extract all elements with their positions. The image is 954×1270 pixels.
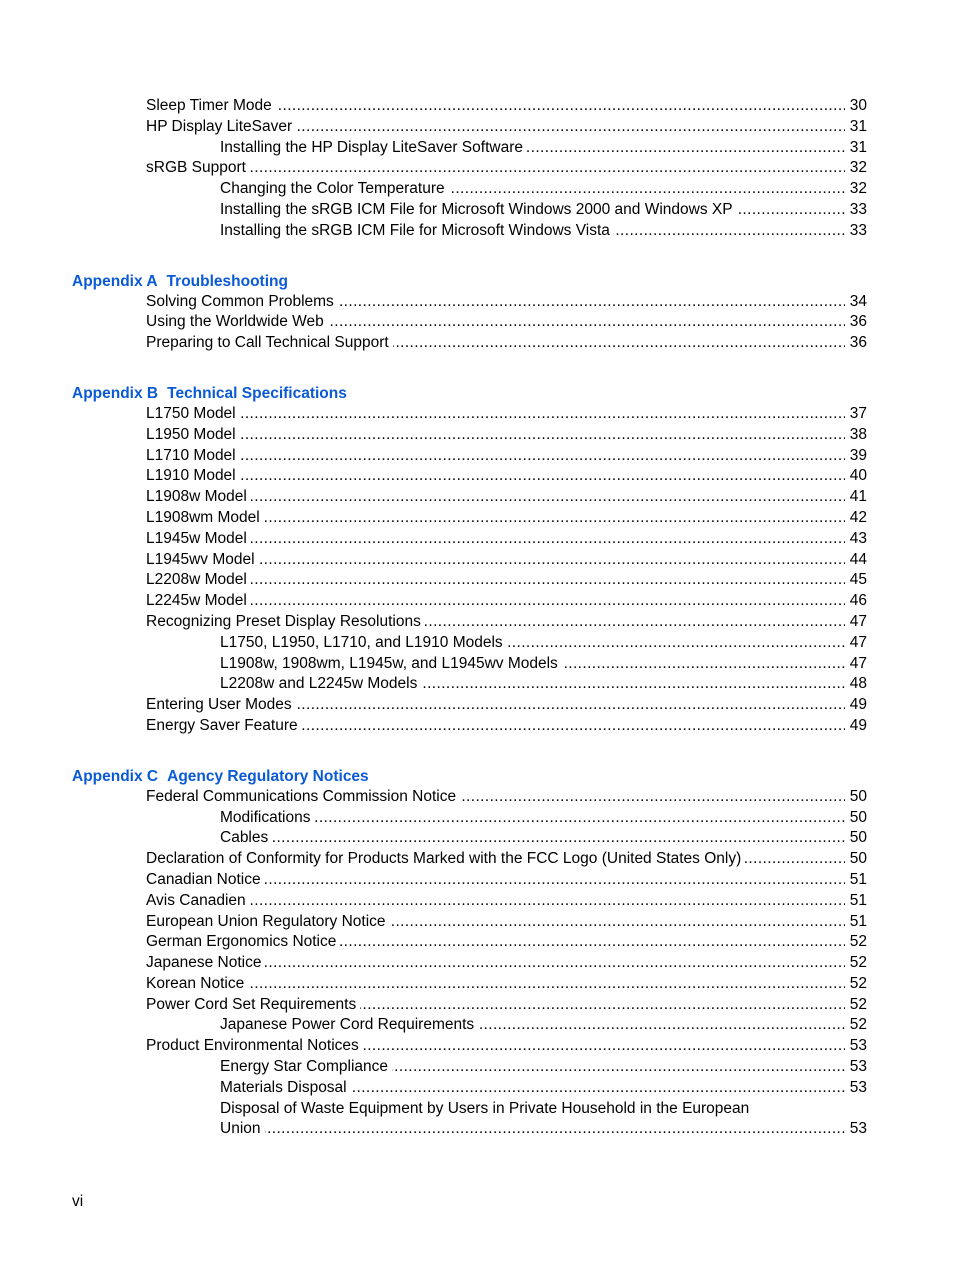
toc-entry[interactable] [146,974,867,995]
toc-entry-title: Installing the sRGB ICM File for Microsoft Windows Vista [220,222,614,239]
toc-entry-title: Using the Worldwide Web [146,313,328,330]
toc-entry-title: Avis Canadien [146,892,250,909]
toc-entry-title: Recognizing Preset Display Resolutions [146,613,425,630]
section-heading-prefix: Appendix B [72,384,159,402]
toc-entry[interactable] [146,849,867,870]
toc-entry[interactable] [146,995,867,1016]
toc-entry[interactable] [146,695,867,716]
toc-entry-title: L1750 Model [146,405,240,422]
toc-entry-page-number: 40 [846,466,867,487]
toc-entry-title: L1908w, 1908wm, L1945w, and L1945wv Models [220,655,562,672]
toc-entry-page-number: 51 [846,870,867,891]
section-gap [0,354,954,383]
toc-entry-title: Federal Communications Commission Notice [146,788,460,805]
dot-leader [220,1119,845,1140]
dot-leader [220,828,845,849]
toc-entry-page-number: 34 [846,292,867,313]
toc-entry[interactable] [146,96,867,117]
toc-entry[interactable] [146,333,867,354]
toc-entry[interactable] [220,179,867,200]
toc-entry-page-number: 38 [846,425,867,446]
toc-entry[interactable] [146,550,867,571]
toc-entry-page-number: 50 [846,808,867,829]
toc-entry-page-number: 43 [846,529,867,550]
toc-entry-page-number: 52 [846,953,867,974]
toc-section-heading[interactable] [72,271,867,292]
dot-leader [146,404,845,425]
toc-entry-title: Declaration of Conformity for Products Marked with the FCC Logo (United States Only) [146,850,745,867]
toc-entry[interactable] [146,292,867,313]
toc-entry-page-number: 33 [846,200,867,221]
toc-entry-page-number: 33 [846,221,867,242]
toc-entry-page-number: 53 [846,1036,867,1057]
toc-entry-title: Union [220,1120,265,1137]
toc-entry[interactable] [146,466,867,487]
toc-entry[interactable] [146,787,867,808]
toc-entry-title: Power Cord Set Requirements [146,996,360,1013]
toc-entry-title: L2245w Model [146,592,251,609]
toc-entry-page-number: 39 [846,446,867,467]
toc-entry-page-number: 46 [846,591,867,612]
dot-leader [146,974,845,995]
toc-entry-title: Solving Common Problems [146,293,338,310]
toc-entry[interactable] [220,1119,867,1140]
toc-entry[interactable] [146,1036,867,1057]
toc-entry-page-number: 50 [846,787,867,808]
toc-entry-page-number: 49 [846,695,867,716]
toc-entry-title: Entering User Modes [146,696,296,713]
toc-entry[interactable] [146,312,867,333]
toc-entry-page-number: 52 [846,974,867,995]
toc-entry-title: Energy Star Compliance [220,1058,392,1075]
toc-section-heading[interactable] [72,766,867,787]
toc-entry-page-number: 36 [846,312,867,333]
toc-entry[interactable] [220,654,867,675]
section-gap [0,242,954,271]
toc-entry-title: Japanese Power Cord Requirements [220,1016,478,1033]
toc-entry-title: Product Environmental Notices [146,1037,363,1054]
page-number: vi [72,1193,84,1210]
toc-entry[interactable] [220,138,867,159]
section-gap [0,737,954,766]
toc-entry-page-number: 47 [846,654,867,675]
toc-entry[interactable] [146,891,867,912]
toc-entry-page-number: 52 [846,932,867,953]
toc-entry-page-number: 31 [846,117,867,138]
toc-entry-page-number: 37 [846,404,867,425]
dot-leader [146,425,845,446]
toc-entry-title: Cables [220,829,272,846]
toc-entry-page-number: 30 [846,96,867,117]
toc-entry[interactable] [146,953,867,974]
toc-entry-title: L1908wm Model [146,509,264,526]
toc-entry-page-number: 51 [846,912,867,933]
toc-entry[interactable] [146,716,867,737]
toc-entry-title: European Union Regulatory Notice [146,913,390,930]
toc-section-heading[interactable] [72,383,867,404]
toc-entry-title: Modifications [220,809,314,826]
toc-entry[interactable] [146,117,867,138]
toc-entry[interactable] [220,1099,867,1120]
toc-entry-title: Energy Saver Feature [146,717,302,734]
toc-entry[interactable] [146,570,867,591]
toc-entry[interactable] [146,446,867,467]
toc-entry[interactable] [220,1015,867,1036]
toc-entry-title: L2208w Model [146,571,251,588]
section-heading-title: Agency Regulatory Notices [167,767,369,785]
toc-entry[interactable] [220,674,867,695]
toc-entry-title: L1950 Model [146,426,240,443]
dot-leader [146,158,845,179]
toc-entry-title: Preparing to Call Technical Support [146,334,393,351]
toc-entry-page-number: 50 [846,849,867,870]
toc-entry-page-number: 49 [846,716,867,737]
toc-entry-page-number: 42 [846,508,867,529]
toc-entry-title: Sleep Timer Mode [146,97,276,114]
toc-entry-title: Canadian Notice [146,871,265,888]
toc-entry-title: L1945wv Model [146,551,259,568]
toc-entry-page-number: 52 [846,995,867,1016]
toc-entry-page-number: 32 [846,179,867,200]
section-heading-prefix: Appendix A [72,272,158,290]
toc-entry-title: Installing the sRGB ICM File for Microsoft Windows 2000 and Windows XP [220,201,737,218]
toc-entry[interactable] [220,828,867,849]
toc-entry-title: L1750, L1950, L1710, and L1910 Models [220,634,507,651]
toc-entry-page-number: 32 [846,158,867,179]
toc-entry[interactable] [220,808,867,829]
toc-entry[interactable] [220,1057,867,1078]
toc-entry[interactable] [146,425,867,446]
toc-entry[interactable] [220,221,867,242]
toc-entry[interactable] [146,932,867,953]
toc-entry[interactable] [146,487,867,508]
toc-entry-page-number: 50 [846,828,867,849]
section-heading-prefix: Appendix C [72,767,159,785]
table-of-contents [0,96,954,1140]
toc-entry[interactable] [146,612,867,633]
toc-entry[interactable] [220,633,867,654]
toc-entry[interactable] [220,1078,867,1099]
toc-entry-title: Disposal of Waste Equipment by Users in Private Household in the European [220,1100,753,1117]
dot-leader [146,466,845,487]
toc-entry[interactable] [146,870,867,891]
toc-entry-page-number: 53 [846,1057,867,1078]
toc-entry-title: L1710 Model [146,447,240,464]
toc-entry[interactable] [146,912,867,933]
toc-entry-title: L1945w Model [146,530,251,547]
section-heading-title: Troubleshooting [166,272,288,290]
toc-entry-title: Installing the HP Display LiteSaver Software [220,139,527,156]
toc-entry[interactable] [220,200,867,221]
toc-entry[interactable] [146,508,867,529]
toc-entry[interactable] [146,158,867,179]
section-heading-title: Technical Specifications [167,384,347,402]
toc-entry-title: Korean Notice [146,975,248,992]
toc-entry[interactable] [146,404,867,425]
toc-entry-title: Changing the Color Temperature [220,180,449,197]
toc-entry-page-number: 44 [846,550,867,571]
toc-entry-title: Materials Disposal [220,1079,351,1096]
toc-entry-title: sRGB Support [146,159,250,176]
toc-entry-title: L1908w Model [146,488,251,505]
dot-leader [146,891,845,912]
toc-entry-page-number: 48 [846,674,867,695]
toc-entry-page-number: 45 [846,570,867,591]
toc-entry[interactable] [146,529,867,550]
toc-entry-title: Japanese Notice [146,954,265,971]
toc-entry-page-number: 36 [846,333,867,354]
toc-entry-page-number: 47 [846,612,867,633]
toc-entry-page-number: 53 [846,1119,867,1140]
toc-entry-page-number: 47 [846,633,867,654]
toc-entry-page-number: 41 [846,487,867,508]
toc-entry-title: German Ergonomics Notice [146,933,340,950]
toc-entry-title: L2208w and L2245w Models [220,675,421,692]
toc-entry-page-number: 53 [846,1078,867,1099]
toc-entry-title: L1910 Model [146,467,240,484]
toc-entry[interactable] [146,591,867,612]
toc-entry-page-number: 52 [846,1015,867,1036]
dot-leader [146,446,845,467]
toc-entry-page-number: 31 [846,138,867,159]
toc-entry-title: HP Display LiteSaver [146,118,296,135]
toc-entry-page-number: 51 [846,891,867,912]
